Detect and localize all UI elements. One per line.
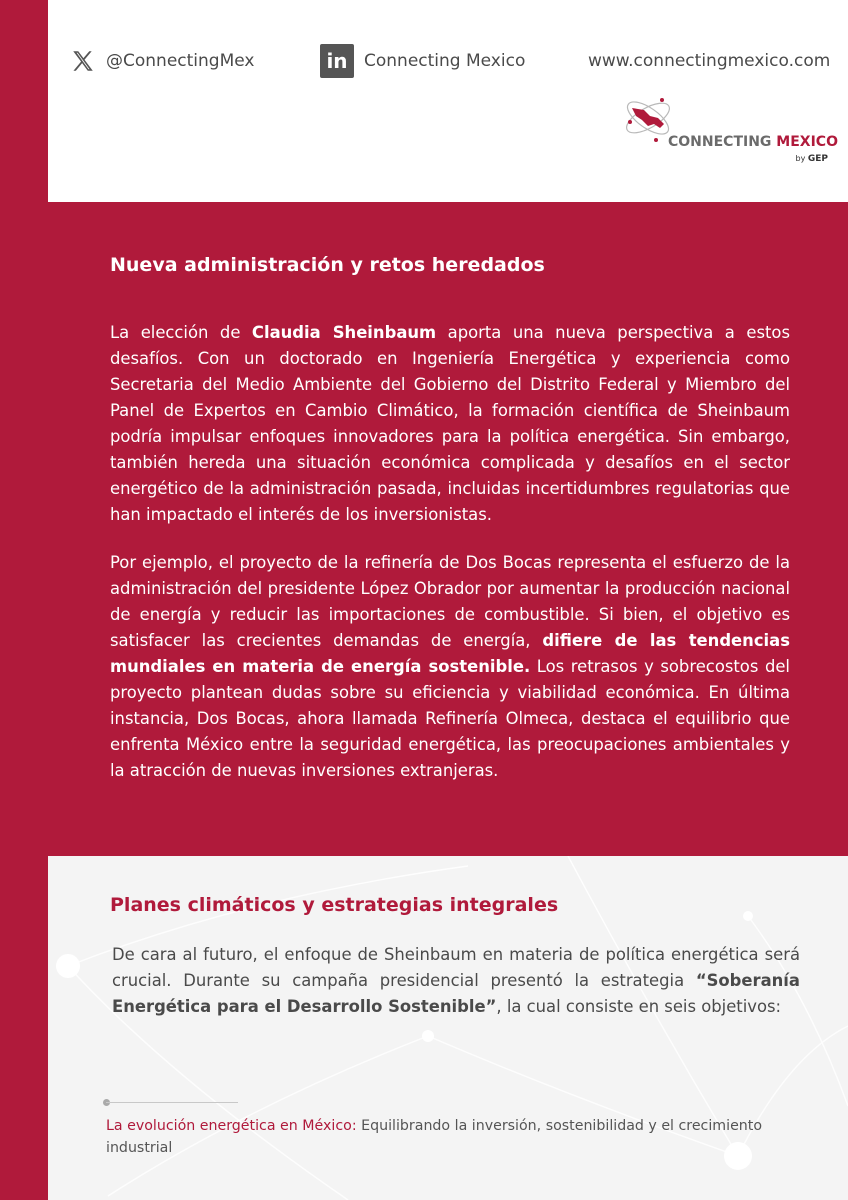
connecting-mexico-logo: [620, 88, 838, 168]
logo-name: [668, 134, 838, 150]
linkedin-name: Connecting Mexico: [364, 51, 526, 71]
section-nueva-administracion: [48, 202, 848, 856]
p1-text-start: La elección de: [110, 323, 252, 342]
p2-bold-statement: difiere de las tendencias mundiales en materia de energía sostenible.: [110, 631, 790, 676]
website-link[interactable]: [588, 46, 830, 76]
twitter-link[interactable]: [70, 46, 254, 76]
p1-bold-name: Claudia Sheinbaum: [251, 323, 437, 342]
section2-title: Planes climáticos y estrategias integrales: [110, 894, 559, 916]
logo-name-part1: CONNECTING: [668, 134, 777, 150]
twitter-handle: @ConnectingMex: [106, 51, 255, 71]
footer-title: [106, 1115, 796, 1159]
p2-text-end: Los retrasos y sobrecostos del proyecto plantean dudas sobre su eficiencia y viabilidad económica. En última instancia, Dos Bocas, ahora llamada Refinería Olmeca, destaca el equilibrio que enfrenta México entre la seguridad energética, las preocupaciones ambientales y la atracción de nuevas inversiones extranjeras.: [110, 657, 790, 780]
footer-divider: [106, 1102, 238, 1103]
p2-text-start: Por ejemplo, el proyecto de la refinería de Dos Bocas representa el esfuerzo de la administración del presidente López Obrador por aumentar la producción nacional de energía y reducir las importaciones de combustible. Si bien, el objetivo es satisfacer las crecientes demandas de energía,: [110, 553, 790, 650]
logo-brand: GEP: [807, 154, 828, 164]
section1-paragraph1: [110, 320, 790, 528]
linkedin-glyph: in: [326, 49, 348, 73]
s2-text-start: De cara al futuro, el enfoque de Sheinbaum en materia de política energética será crucial. Durante su campaña presidencial presentó la estrategia: [112, 945, 800, 990]
footer-highlight: La evolución energética en México:: [106, 1118, 357, 1134]
s2-text-end: , la cual consiste en seis objetivos:: [496, 997, 782, 1016]
footer-rest: Equilibrando la inversión, sostenibilidad y el crecimiento industrial: [106, 1118, 763, 1156]
s2-bold-strategy: “Soberanía Energética para el Desarrollo Sostenible”: [112, 971, 800, 1016]
section-planes-climaticos: [48, 856, 848, 1200]
left-accent-strip: [0, 0, 48, 1200]
logo-by-gep: [796, 154, 829, 164]
logo-name-part2: MEXICO: [776, 134, 838, 150]
section2-paragraph: [112, 942, 800, 1020]
logo-by-text: by: [795, 154, 806, 163]
x-logo-icon: [70, 48, 96, 74]
linkedin-icon: [320, 44, 354, 78]
section1-paragraph2: [110, 550, 790, 784]
linkedin-link[interactable]: [320, 46, 525, 76]
website-url: www.connectingmexico.com: [588, 51, 831, 71]
p1-text-end: aporta una nueva perspectiva a estos desafíos. Con un doctorado en Ingeniería Energética y experiencia como Secretaria del Medio Ambiente del Gobierno del Distrito Federal y Miembro del Panel de Expertos en Cambio Climático, la formación científica de Sheinbaum podría impulsar enfoques innovadores para la política energética. Sin embargo, también hereda una situación económica complicada y desafíos en el sector energético de la administración pasada, incluidas incertidumbres regulatorias que han impactado el interés de los inversionistas.: [110, 323, 790, 524]
section1-title: Nueva administración y retos heredados: [110, 254, 545, 276]
